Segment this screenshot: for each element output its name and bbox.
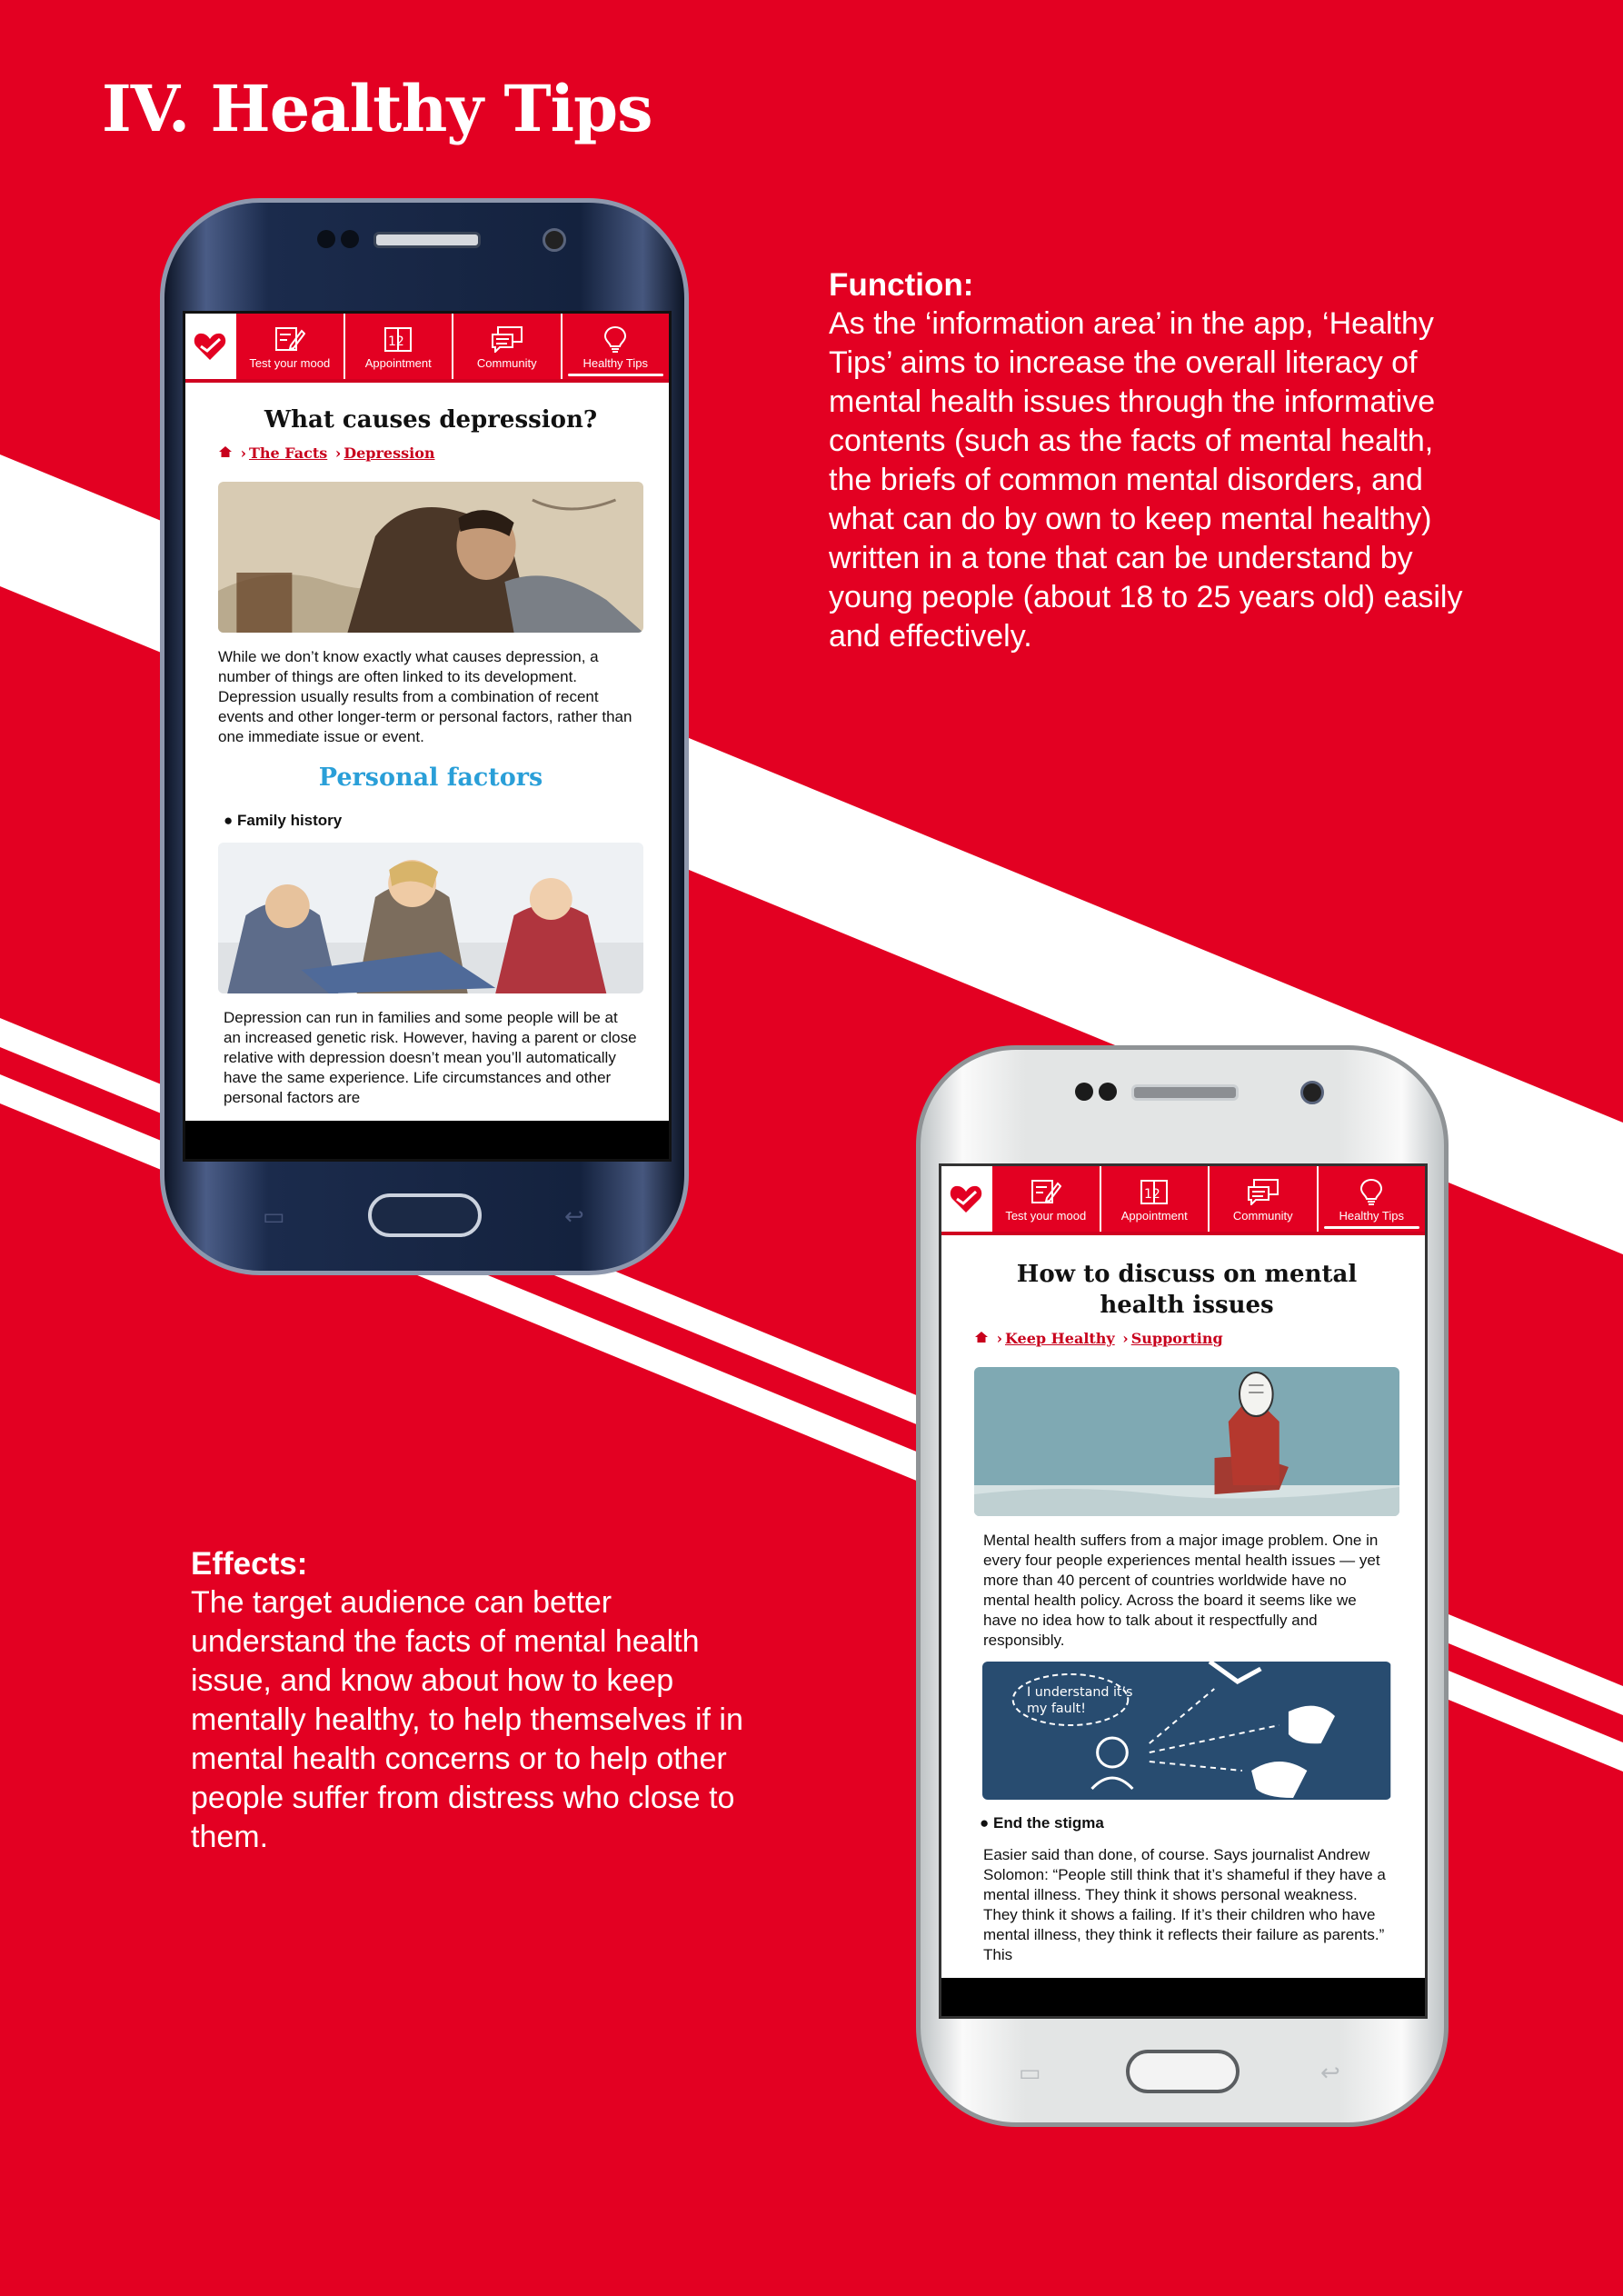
tab-label: Test your mood — [1005, 1209, 1087, 1223]
app-logo[interactable] — [185, 314, 234, 379]
chevron-right-icon: › — [996, 1330, 1002, 1347]
chevron-right-icon: › — [1122, 1330, 1129, 1347]
section-heading: Personal factors — [318, 764, 543, 792]
lonely-figure-illustration — [974, 1367, 1399, 1516]
home-icon[interactable] — [218, 445, 233, 458]
bullet-label: End the stigma — [993, 1814, 1104, 1832]
front-camera — [543, 228, 566, 252]
pencil-note-icon — [1031, 1178, 1061, 1205]
depressed-man-illustration — [218, 482, 643, 633]
calendar-icon — [1140, 1178, 1169, 1205]
phone-mockup-white — [916, 1045, 1449, 2127]
pencil-note-icon — [274, 325, 305, 353]
chevron-right-icon: › — [240, 444, 246, 462]
family-photo — [218, 843, 643, 993]
article-title: What causes depression? — [264, 406, 598, 434]
home-button[interactable] — [368, 1193, 482, 1237]
front-camera — [1300, 1081, 1324, 1104]
lightbulb-icon — [603, 325, 627, 353]
intro-paragraph: Mental health suffers from a major image problem. One in every four people experiences mental health issues — yet more than 40 percent of countries worldwide have no mental health policy. Across the board it seems like we have no idea how to talk about it respectfully and responsibly. — [983, 1532, 1380, 1649]
bullet-label: Family history — [237, 812, 343, 829]
family-history-paragraph: Depression can run in families and some people will be at an increased genetic risk. However, having a parent or close relative with depression doesn’t mean you’ll automatically have the same experience. Life circumstances and other personal factors are — [224, 1009, 637, 1106]
chevron-right-icon: › — [334, 444, 342, 462]
effects-text: The target audience can better understand the facts of mental health issue, and know about how to keep mentally healthy, to help themselves if in mental health concerns or to help other people suffer from distress who close to them. — [191, 1585, 743, 1854]
screen-bottom-bar — [941, 1978, 1425, 2016]
bullet-end-the-stigma: ● End the stigma — [980, 1814, 1104, 1832]
recent-apps-icon: ▭ — [263, 1203, 285, 1230]
svg-text:my fault!: my fault! — [1027, 1702, 1087, 1716]
tab-test-your-mood[interactable] — [991, 1166, 1100, 1232]
lightbulb-icon — [1359, 1178, 1383, 1205]
sensor-dot — [341, 230, 359, 248]
tab-label: Community — [476, 356, 537, 370]
tab-label: Test your mood — [249, 356, 331, 370]
tab-appointment[interactable] — [344, 314, 453, 379]
tab-community[interactable] — [452, 314, 561, 379]
tab-label: Appointment — [364, 356, 432, 370]
breadcrumb — [218, 444, 643, 462]
breadcrumb-link-the-facts[interactable]: The Facts — [248, 444, 328, 462]
app-screen-depression — [183, 311, 672, 1162]
app-nav-bar — [941, 1166, 1425, 1235]
app-logo[interactable] — [941, 1166, 991, 1232]
sensor-dot — [1075, 1083, 1093, 1101]
heart-pin-icon — [193, 331, 227, 362]
function-block — [829, 265, 1465, 656]
chat-bubbles-icon — [1247, 1178, 1279, 1205]
app-screen-discuss — [939, 1163, 1428, 2019]
article-title: How to discuss on mental health issues — [1016, 1261, 1358, 1319]
home-icon[interactable] — [974, 1331, 989, 1343]
breadcrumb-link-depression[interactable]: Depression — [344, 444, 435, 462]
intro-paragraph: While we don’t know exactly what causes depression, a number of things are often linked to its development. Depression usually results from a combination of recent events and other longer-term or personal factors, rather than one immediate issue or event. — [218, 648, 632, 745]
effects-heading: Effects: — [191, 1546, 308, 1582]
bullet-family-history: ● Family history — [224, 812, 343, 829]
home-button[interactable] — [1126, 2050, 1240, 2093]
function-heading: Function: — [829, 267, 974, 303]
breadcrumb — [974, 1330, 1399, 1347]
screen-bottom-bar — [185, 1121, 669, 1159]
breadcrumb-link-supporting[interactable]: Supporting — [1130, 1330, 1223, 1347]
back-icon: ↩ — [1320, 2059, 1340, 2086]
tab-label: Community — [1232, 1209, 1293, 1223]
tab-label: Appointment — [1120, 1209, 1188, 1223]
heart-pin-icon — [949, 1183, 983, 1214]
tab-healthy-tips[interactable] — [561, 314, 670, 379]
tab-healthy-tips[interactable] — [1317, 1166, 1426, 1232]
calendar-icon — [383, 325, 413, 353]
tab-test-your-mood[interactable] — [234, 314, 344, 379]
recent-apps-icon: ▭ — [1019, 2059, 1041, 2086]
sensor-dot — [1099, 1083, 1117, 1101]
tab-appointment[interactable] — [1100, 1166, 1209, 1232]
sensor-dot — [317, 230, 335, 248]
effects-block — [191, 1544, 772, 1857]
stigma-paragraph: Easier said than done, of course. Says journalist Andrew Solomon: “People still think that it’s shameful if they have a mental illness. They think it shows personal weakness. They think it shows a failing. If it’s their children who have mental illness, they think it reflects their failure as parents.” This — [983, 1846, 1386, 1963]
earpiece-grille — [373, 232, 481, 248]
page-title: IV. Healthy Tips — [102, 71, 652, 146]
app-nav-bar — [185, 314, 669, 383]
chat-bubbles-icon — [491, 325, 523, 353]
back-icon: ↩ — [564, 1203, 584, 1230]
svg-text:12: 12 — [388, 334, 405, 349]
tab-label: Healthy Tips — [582, 356, 649, 370]
function-text: As the ‘information area’ in the app, ‘Healthy Tips’ aims to increase the overall literacy of mental health issues through the informative contents (such as the facts of mental health, the briefs of common mental disorders, and what can do by own to keep mental healthy) written in a tone that can be understand by young people (about 18 to 25 years old) easily and effectively. — [829, 306, 1463, 654]
stigma-illustration — [982, 1662, 1390, 1800]
breadcrumb-link-keep-healthy[interactable]: Keep Healthy — [1004, 1330, 1115, 1347]
phone-mockup-dark — [160, 198, 689, 1275]
svg-text:12: 12 — [1144, 1187, 1161, 1202]
speech-bubble-text: I understand it’s — [1027, 1685, 1133, 1700]
tab-label: Healthy Tips — [1339, 1209, 1405, 1223]
tab-community[interactable] — [1208, 1166, 1317, 1232]
earpiece-grille — [1131, 1084, 1239, 1101]
